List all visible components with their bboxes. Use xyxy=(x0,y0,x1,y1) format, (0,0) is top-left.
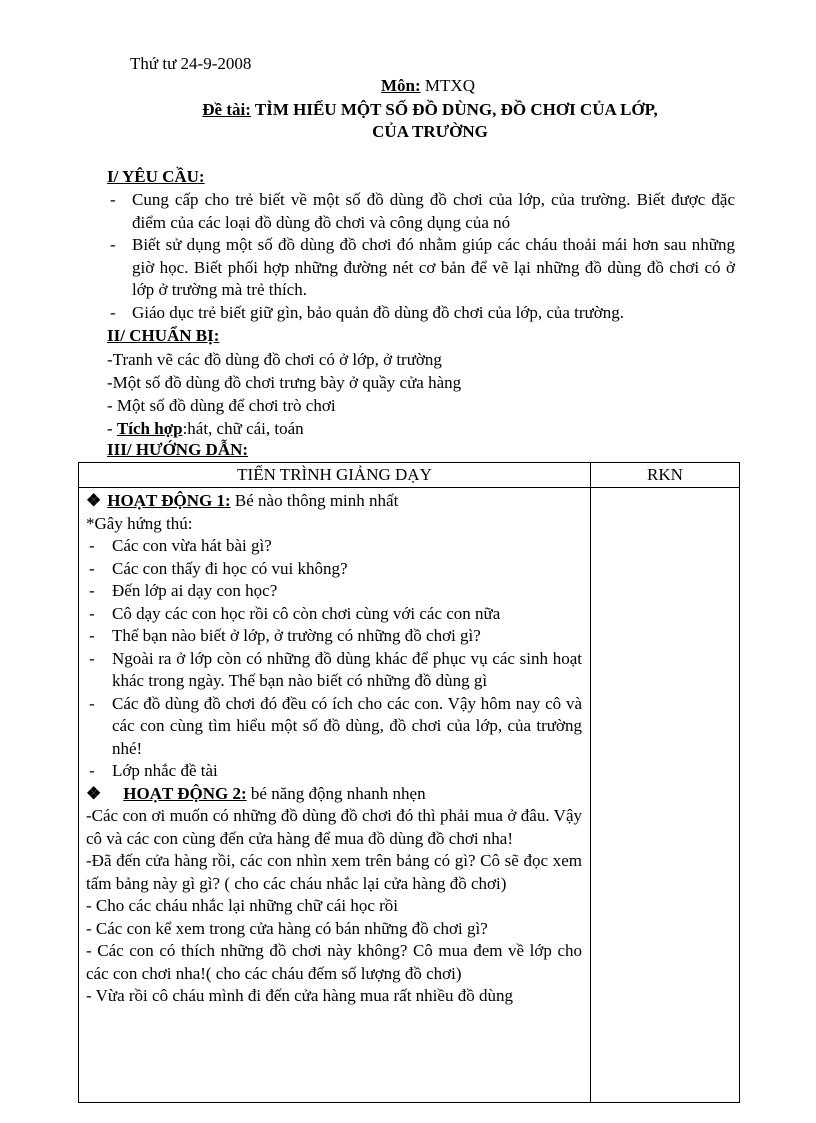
preparation-line: -Tranh vẽ các đồ dùng đồ chơi có ở lớp, ở trường xyxy=(107,350,442,369)
list-item: - Cung cấp cho trẻ biết về một số đồ dùng đồ chơi của lớp, của trường. Biết được đặc điểm của các loại đồ dùng đồ chơi và công dụng của nó xyxy=(107,189,735,234)
list-item: - Các con vừa hát bài gì? xyxy=(86,535,582,558)
column-header-process: TIẾN TRÌNH GIẢNG DẠY xyxy=(79,463,591,488)
integration-prefix: - xyxy=(107,419,117,438)
activity-1-heading xyxy=(86,490,582,513)
table-header-row xyxy=(79,463,740,488)
list-item: - Ngoài ra ở lớp còn có những đồ dùng khác để phục vụ các sinh hoạt khác trong ngày. Thế bạn nào biết có những đồ dùng gì xyxy=(86,648,582,693)
topic-line-1: TÌM HIỂU MỘT SỐ ĐỒ DÙNG, ĐỒ CHƠI CỦA LỚP, xyxy=(254,100,658,119)
preparation-line: - Một số đồ dùng để chơi trò chơi xyxy=(107,396,336,415)
topic-label: Đề tài: xyxy=(202,100,251,119)
subject-label: Môn: xyxy=(381,76,421,95)
lesson-table xyxy=(78,462,740,1103)
list-item: - Đến lớp ai dạy con học? xyxy=(86,580,582,603)
integration-line xyxy=(107,418,304,441)
subject-value: MTXQ xyxy=(424,76,475,95)
integration-label: Tích hợp xyxy=(116,419,183,438)
diamond-bullet-icon: ❖ xyxy=(86,783,102,803)
list-item: - Thế bạn nào biết ở lớp, ở trường có những đồ chơi gì? xyxy=(86,625,582,648)
list-item: - Cô dạy các con học rồi cô còn chơi cùng với các con nữa xyxy=(86,603,582,626)
requirements-list xyxy=(107,189,735,324)
requirements-heading: I/ YÊU CẦU: xyxy=(107,167,205,186)
rkn-cell xyxy=(591,488,740,1103)
activity-2-paragraph: - Cho các cháu nhắc lại những chữ cái học rồi xyxy=(86,896,399,915)
activity-1-list xyxy=(86,535,582,783)
list-item: - Các đồ dùng đồ chơi đó đều có ích cho các con. Vậy hôm nay cô và các con cùng tìm hiểu một số đồ dùng, đồ chơi của lớp, của trường nhé! xyxy=(86,693,582,761)
list-item: - Lớp nhắc đề tài xyxy=(86,760,582,783)
process-cell xyxy=(79,488,591,1103)
activity-2-paragraph: - Các con kể xem trong cửa hàng có bán những đồ chơi gì? xyxy=(86,918,488,938)
activity-2-title: bé năng động nhanh nhẹn xyxy=(246,783,426,803)
activity-2-paragraph: - Vừa rồi cô cháu mình đi đến cửa hàng mua rất nhiều đồ dùng xyxy=(86,986,513,1005)
activity-2-label: HOẠT ĐỘNG 2: xyxy=(123,783,247,803)
list-item: - Giáo dục trẻ biết giữ gìn, bảo quản đồ dùng đồ chơi của lớp, của trường. xyxy=(107,302,735,325)
topic-heading xyxy=(150,99,710,143)
activity-2-heading xyxy=(86,783,582,806)
lesson-date: Thứ tư 24-9-2008 xyxy=(130,54,252,73)
activity-2-paragraph: -Các con ơi muốn có những đồ dùng đồ chơi đó thì phải mua ở đâu. Vậy cô và các con cùng đến cửa hàng để mua đồ dùng đồ chơi nha! xyxy=(86,806,582,848)
column-header-rkn: RKN xyxy=(591,463,740,488)
preparation-heading: II/ CHUẨN BỊ: xyxy=(107,326,220,345)
list-item: - Biết sử dụng một số đồ dùng đồ chơi đó nhằm giúp các cháu thoải mái hơn sau những giờ học. Biết phối hợp những đường nét cơ bản để vẽ lại những đồ dùng đồ chơi có ở lớp ở trường mà trẻ thích. xyxy=(107,234,735,302)
activity-1-title: Bé nào thông minh nhất xyxy=(230,491,399,510)
activity-2-paragraph: - Các con có thích những đồ chơi này không? Cô mua đem về lớp cho các con chơi nha!( cho các cháu đếm số lượng đồ chơi) xyxy=(86,941,582,983)
diamond-bullet-icon: ❖ xyxy=(86,491,102,510)
activity-2-paragraph: -Đã đến cửa hàng rồi, các con nhìn xem trên bảng có gì? Cô sẽ đọc xem tấm bảng này gì gì? ( cho các cháu nhắc lại cửa hàng đồ chơi) xyxy=(86,851,582,893)
topic-line-2: CỦA TRƯỜNG xyxy=(372,122,488,141)
motivation-label: *Gây hứng thú: xyxy=(86,513,193,533)
activity-1-label: HOẠT ĐỘNG 1: xyxy=(107,491,231,510)
preparation-line: -Một số đồ dùng đồ chơi trưng bày ở quầy cửa hàng xyxy=(107,373,462,392)
subject-line xyxy=(0,76,816,96)
list-item: - Các con thấy đi học có vui không? xyxy=(86,558,582,581)
integration-value: :hát, chữ cái, toán xyxy=(182,419,304,438)
table-row xyxy=(79,488,740,1103)
guide-heading: III/ HƯỚNG DẪN: xyxy=(107,440,249,459)
